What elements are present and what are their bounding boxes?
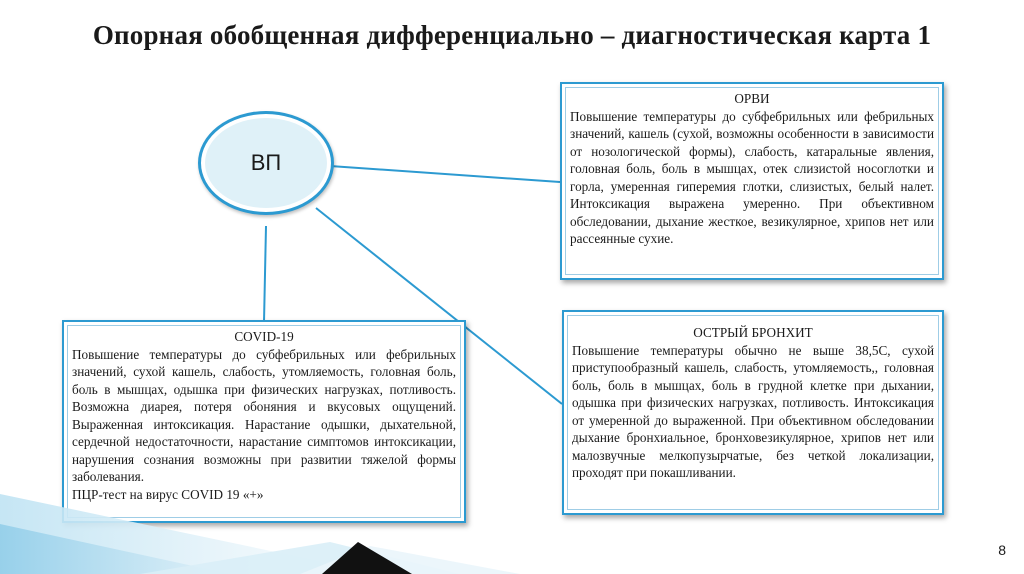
connector-to-covid [264,226,266,322]
connector-to-orvi [330,166,560,182]
covid-test: ПЦР-тест на вирус COVID 19 «+» [72,486,264,502]
covid-heading: COVID-19 [234,329,294,344]
bronchitis-heading: ОСТРЫЙ БРОНХИТ [693,325,813,340]
covid-text: Повышение температуры до субфебрильных или фебрильных значений, сухой кашель, слабость, утомляемость, головная боль, боль в мышцах, одышка при физических нагрузках, потливость. Возможна диарея, потеря обоняния и вкусовых ощущений. Выраженная интоксикация. Нарастание одышки, дыхательной, сердечной недостаточности, нарастание симптомов интоксикации, нарушения сознания возможны при развитии тяжелой формы заболевания. [72,346,456,484]
center-node-label: ВП [250,150,282,175]
center-node-vp [198,111,334,215]
orvi-box [560,82,944,280]
page-number: 8 [998,542,1006,558]
page-title: Опорная обобщенная дифференциально – диагностическая карта 1 [92,20,932,50]
footer-decoration [0,454,1024,574]
bronchitis-text: Повышение температуры обычно не выше 38,5С, сухой приступообразный кашель, слабость, утомляемость,, головная боль, боль в мышцах, боль в грудной клетке при дыхании, одышка при физических нагрузках, потливость. Интоксикация от умеренной до выраженной. При объективном обследовании дыхание бронхиальное, бронховезикулярное, хрипов нет или малозвучные мелкопузырчатые, без четкой локализации, проходят при покашливании. [572,342,934,480]
orvi-heading: ОРВИ [734,91,770,106]
orvi-text: Повышение температуры до субфебрильных или фебрильных значений, кашель (сухой, возможны особенности в зависимости от нозологической формы), слабость, катаральные явления, головная боль, боль в мышцах, отек слизистой носоглотки и горла, умеренная гиперемия глотки, слизистых, белый налет. Интоксикация выражена умеренно. При объективном обследовании, дыхание жесткое, везикулярное, хрипов нет или рассеянные сухие. [570,108,934,246]
